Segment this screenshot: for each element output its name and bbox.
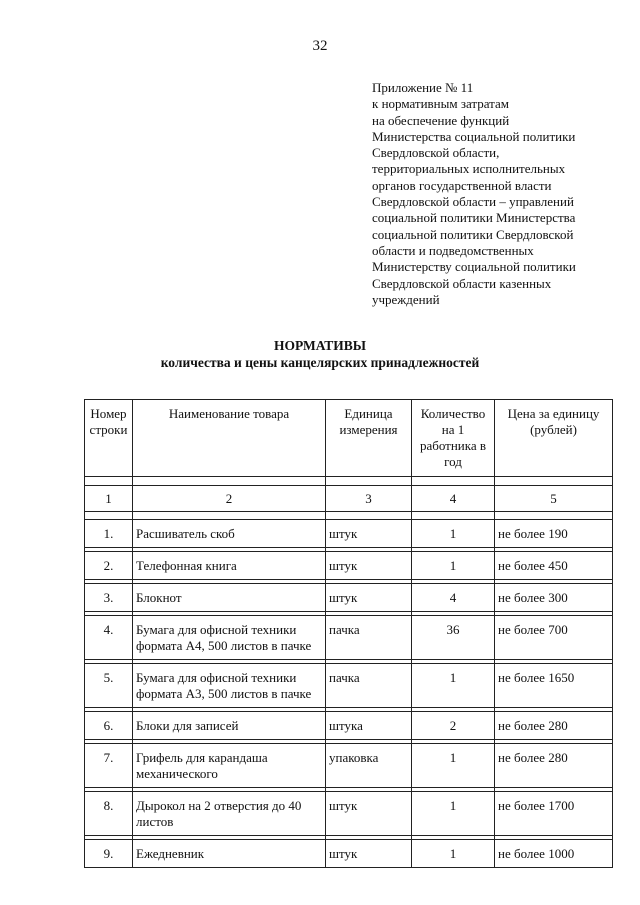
- item-name: Ежедневник: [133, 840, 326, 868]
- header-unit: Единица измерения: [326, 400, 412, 477]
- table-row: [85, 520, 613, 548]
- item-unit: штука: [326, 712, 412, 740]
- table-row: [85, 712, 613, 740]
- item-price: не более 300: [495, 584, 613, 612]
- item-unit: штук: [326, 552, 412, 580]
- item-unit: штук: [326, 584, 412, 612]
- appendix-line: Свердловской области казенных: [372, 275, 552, 291]
- appendix-line: на обеспечение функций: [372, 112, 510, 128]
- row-number: 1.: [85, 520, 133, 548]
- item-quantity: 1: [412, 744, 495, 788]
- appendix-line: социальной политики Министерства: [372, 210, 576, 226]
- column-number: 4: [412, 486, 495, 512]
- heading-subtitle: количества и цены канцелярских принадлежностей: [160, 355, 480, 370]
- appendix-line: учреждений: [372, 291, 440, 307]
- appendix-line: социальной политики Свердловской: [372, 226, 574, 242]
- appendix-line: области и подведомственных: [372, 242, 534, 258]
- appendix-line: территориальных исполнительных: [372, 161, 566, 177]
- appendix-line: Министерству социальной политики: [372, 259, 576, 275]
- item-unit: пачка: [326, 664, 412, 708]
- header-item-name: Наименование товара: [133, 400, 326, 477]
- item-name: Расшиватель скоб: [133, 520, 326, 548]
- table-row: [85, 744, 613, 788]
- item-name: Грифель для карандаша механического: [133, 744, 326, 788]
- appendix-note: [372, 80, 622, 308]
- item-price: не более 190: [495, 520, 613, 548]
- item-quantity: 2: [412, 712, 495, 740]
- item-price: не более 280: [495, 712, 613, 740]
- table-header-row: [85, 400, 613, 477]
- item-name: Дырокол на 2 отверстия до 40 листов: [133, 792, 326, 836]
- item-quantity: 4: [412, 584, 495, 612]
- header-row-number: Номер строки: [85, 400, 133, 477]
- item-unit: штук: [326, 520, 412, 548]
- item-quantity: 1: [412, 520, 495, 548]
- row-number: 3.: [85, 584, 133, 612]
- appendix-line: Министерства социальной политики: [372, 128, 576, 144]
- table-row: [85, 664, 613, 708]
- table-gap-row: [85, 512, 613, 520]
- norms-table: [84, 399, 613, 868]
- item-quantity: 1: [412, 840, 495, 868]
- item-price: не более 1700: [495, 792, 613, 836]
- item-name: Телефонная книга: [133, 552, 326, 580]
- column-number: 3: [326, 486, 412, 512]
- item-unit: штук: [326, 840, 412, 868]
- row-number: 2.: [85, 552, 133, 580]
- heading-title: НОРМАТИВЫ: [273, 338, 367, 353]
- row-number: 9.: [85, 840, 133, 868]
- table-row: [85, 616, 613, 660]
- item-unit: пачка: [326, 616, 412, 660]
- header-price: Цена за единицу (рублей): [495, 400, 613, 477]
- appendix-line: Свердловской области – управлений: [372, 194, 574, 210]
- table-gap-row: [85, 477, 613, 486]
- row-number: 4.: [85, 616, 133, 660]
- appendix-line: Приложение № 11: [372, 80, 474, 95]
- header-quantity: Количество на 1 работника в год: [412, 400, 495, 477]
- item-price: не более 450: [495, 552, 613, 580]
- item-quantity: 36: [412, 616, 495, 660]
- row-number: 6.: [85, 712, 133, 740]
- column-number: 2: [133, 486, 326, 512]
- item-name: Бумага для офисной техники формата А3, 500 листов в пачке: [133, 664, 326, 708]
- item-name: Блоки для записей: [133, 712, 326, 740]
- appendix-line: органов государственной власти: [372, 177, 552, 193]
- page-number: 32: [312, 38, 328, 54]
- document-heading: [0, 337, 640, 371]
- item-unit: штук: [326, 792, 412, 836]
- item-quantity: 1: [412, 552, 495, 580]
- row-number: 8.: [85, 792, 133, 836]
- item-price: не более 1000: [495, 840, 613, 868]
- table-row: [85, 792, 613, 836]
- column-number-row: [85, 486, 613, 512]
- row-number: 7.: [85, 744, 133, 788]
- column-number: 1: [85, 486, 133, 512]
- table-row: [85, 552, 613, 580]
- item-price: не более 1650: [495, 664, 613, 708]
- row-number: 5.: [85, 664, 133, 708]
- item-name: Блокнот: [133, 584, 326, 612]
- item-unit: упаковка: [326, 744, 412, 788]
- appendix-line: к нормативным затратам: [372, 96, 510, 112]
- item-name: Бумага для офисной техники формата А4, 500 листов в пачке: [133, 616, 326, 660]
- column-number: 5: [495, 486, 613, 512]
- table-row: [85, 584, 613, 612]
- item-quantity: 1: [412, 792, 495, 836]
- item-price: не более 700: [495, 616, 613, 660]
- item-quantity: 1: [412, 664, 495, 708]
- appendix-line: Свердловской области,: [372, 145, 500, 161]
- table-row: [85, 840, 613, 868]
- item-price: не более 280: [495, 744, 613, 788]
